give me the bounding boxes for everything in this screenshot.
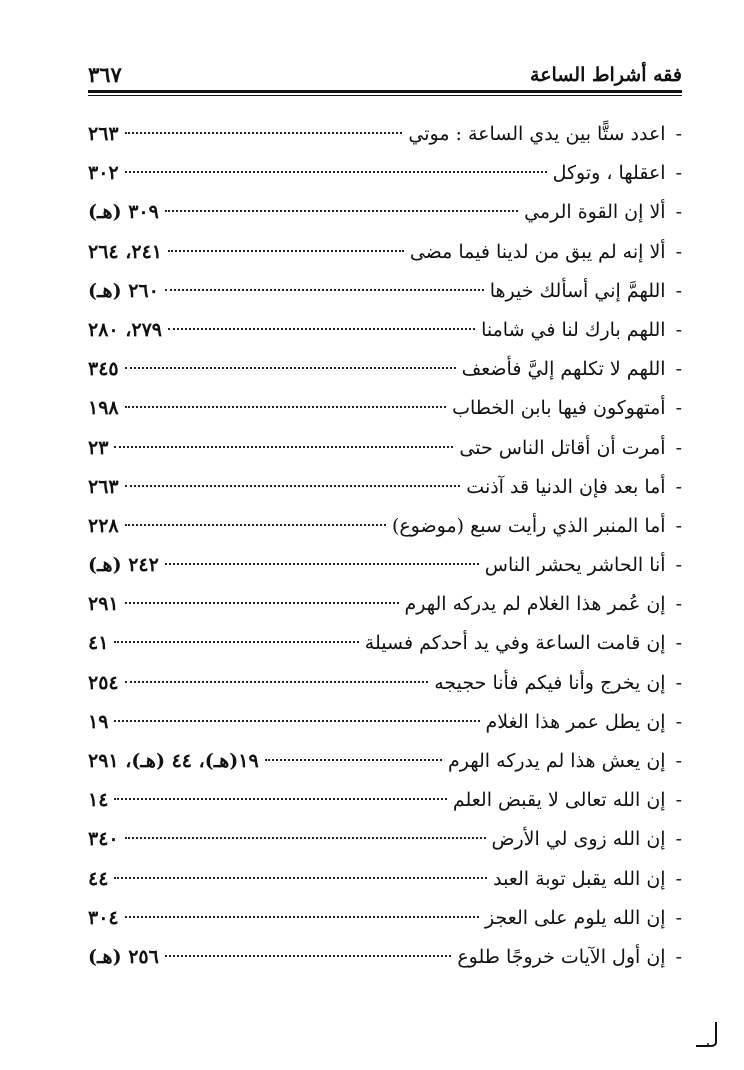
index-entry (88, 820, 682, 859)
entry-page-ref: ٣٠٤ (88, 906, 119, 929)
entry-page-ref: ٤١ (88, 632, 109, 655)
entry-dash: - (675, 906, 682, 929)
dot-leader (125, 367, 456, 369)
dot-leader (165, 563, 479, 565)
dot-leader (125, 132, 403, 134)
dot-leader (114, 641, 358, 643)
entry-text: إن الله يلوم على العجز (485, 906, 666, 929)
dot-leader (125, 524, 386, 526)
entry-page-ref: ٣٠٩ (هـ) (88, 201, 159, 224)
dot-leader (114, 877, 487, 879)
entry-dash: - (675, 240, 682, 263)
entry-dash: - (675, 671, 682, 694)
entry-dash: - (675, 945, 682, 968)
index-entry (88, 193, 682, 232)
header-rule-thin (88, 95, 682, 96)
dot-leader (114, 720, 479, 722)
entry-dash: - (675, 593, 682, 616)
entry-dash: - (675, 162, 682, 185)
entry-dash: - (675, 279, 682, 302)
index-entry (88, 272, 682, 311)
entry-dash: - (675, 867, 682, 890)
entry-text: اللهمَّ إني أسألك خيرها (489, 279, 666, 302)
dot-leader (265, 759, 442, 761)
entry-page-ref: ٢٣ (88, 436, 109, 459)
index-entry (88, 468, 682, 507)
dot-leader (125, 602, 399, 604)
footer-mark (690, 1020, 724, 1050)
entry-page-ref: ٢٤١، ٢٦٤ (88, 240, 162, 263)
entry-text: ألا إن القوة الرمي (524, 201, 666, 224)
entry-dash: - (675, 554, 682, 577)
entry-text: إن يخرج وأنا فيكم فأنا حجيجه (434, 671, 666, 694)
entry-text: إن قامت الساعة وفي يد أحدكم فسيلة (364, 632, 666, 655)
entry-text: أما المنبر الذي رأيت سبع (موضوع) (391, 514, 666, 537)
index-entry (88, 350, 682, 389)
entry-text: إن الله يقبل توبة العبد (493, 867, 666, 890)
entry-text: أنا الحاشر يحشر الناس (484, 554, 666, 577)
entry-dash: - (675, 358, 682, 381)
index-entry (88, 860, 682, 899)
entry-page-ref: ٢٤٢ (هـ) (88, 554, 159, 577)
entry-page-ref: ١٩٨ (88, 397, 119, 420)
entry-page-ref: ١٤ (88, 789, 109, 812)
entry-text: إن يعش هذا لم يدركه الهرم (448, 750, 666, 772)
entry-page-ref: ٢٥٦ (هـ) (88, 945, 159, 968)
entry-text: اللهم بارك لنا في شامنا (481, 318, 666, 341)
index-entry (88, 585, 682, 624)
index-entry (88, 429, 682, 468)
entry-page-ref: ٣٤٥ (88, 358, 119, 381)
entry-dash: - (675, 436, 682, 459)
entry-dash: - (675, 514, 682, 537)
entry-text: اعقلها ، وتوكل (552, 162, 666, 185)
entry-page-ref: ٢٧٩، ٢٨٠ (88, 318, 162, 341)
entry-text: إن الله زوى لي الأرض (491, 828, 666, 851)
entry-text: أمتهوكون فيها بابن الخطاب (452, 397, 666, 420)
dot-leader (165, 289, 484, 291)
entry-text: إن أول الآيات خروجًا طلوع (457, 945, 666, 968)
dot-leader (125, 837, 486, 839)
entry-page-ref: ١٩(هـ)، ٤٤ (هـ)، ٢٩١ (88, 750, 259, 772)
header-rule-thick (88, 90, 682, 93)
entry-dash: - (675, 201, 682, 224)
entry-text: اللهم لا تكلهم إليَّ فأضعف (461, 358, 666, 381)
entry-page-ref: ٢٢٨ (88, 514, 119, 537)
index-entry (88, 781, 682, 820)
index-entry (88, 507, 682, 546)
entry-page-ref: ٣٤٠ (88, 828, 119, 851)
entry-dash: - (675, 475, 682, 498)
dot-leader (125, 171, 547, 173)
index-entry (88, 742, 682, 781)
entry-dash: - (675, 123, 682, 145)
entry-text: اعدد ستًّا بين يدي الساعة : موتي (408, 123, 666, 145)
index-entry (88, 233, 682, 272)
entry-page-ref: ٢٦٠ (هـ) (88, 279, 159, 302)
dot-leader (168, 250, 404, 252)
entry-page-ref: ٢٦٣ (88, 123, 119, 145)
index-entry (88, 899, 682, 938)
entry-dash: - (675, 397, 682, 420)
page-number: ٣٦٧ (88, 62, 122, 87)
index-entry (88, 115, 682, 154)
dot-leader (165, 210, 518, 212)
index-entry (88, 938, 682, 977)
dot-leader (114, 446, 453, 448)
index-entry (88, 546, 682, 585)
index-entries (88, 115, 682, 977)
dot-leader (125, 916, 479, 918)
index-entry (88, 311, 682, 350)
index-entry (88, 703, 682, 742)
entry-page-ref: ٢٦٣ (88, 475, 119, 498)
entry-text: إن يطل عمر هذا الغلام (485, 710, 666, 733)
entry-dash: - (675, 828, 682, 851)
dot-leader (168, 328, 475, 330)
entry-dash: - (675, 318, 682, 341)
dot-leader (125, 406, 446, 408)
entry-dash: - (675, 789, 682, 812)
entry-text: إن عُمر هذا الغلام لم يدركه الهرم (404, 593, 666, 616)
entry-page-ref: ٢٩١ (88, 593, 119, 616)
running-title: فقه أشراط الساعة (530, 64, 682, 86)
entry-page-ref: ٣٠٢ (88, 162, 119, 185)
page-header (88, 58, 682, 90)
entry-text: إن الله تعالى لا يقبض العلم (452, 789, 666, 812)
entry-page-ref: ١٩ (88, 710, 109, 733)
entry-page-ref: ٤٤ (88, 867, 109, 890)
dot-leader (125, 681, 429, 683)
entry-page-ref: ٢٥٤ (88, 671, 119, 694)
entry-text: أمرت أن أقاتل الناس حتى (459, 436, 666, 459)
entry-text: ألا إنه لم يبق من لدينا فيما مضى (409, 240, 666, 263)
dot-leader (165, 955, 452, 957)
index-entry (88, 624, 682, 663)
dot-leader (114, 798, 446, 800)
entry-text: أما بعد فإن الدنيا قد آذنت (466, 475, 666, 498)
entry-dash: - (675, 632, 682, 655)
entry-dash: - (675, 750, 682, 772)
entry-dash: - (675, 710, 682, 733)
index-entry (88, 154, 682, 193)
dot-leader (125, 485, 461, 487)
index-entry (88, 389, 682, 428)
index-entry (88, 664, 682, 703)
